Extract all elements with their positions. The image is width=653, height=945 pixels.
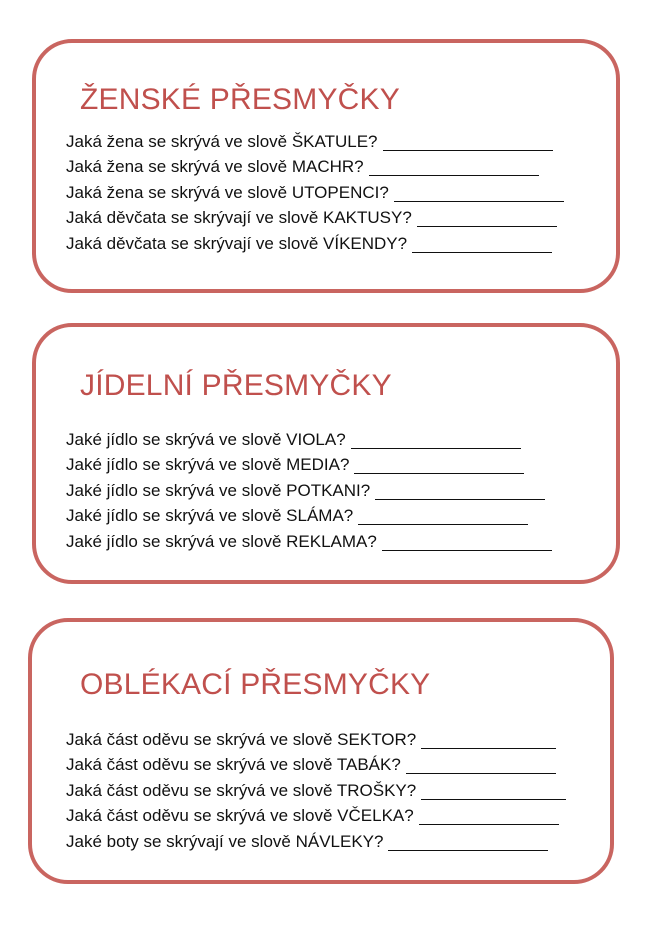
question-row: [66, 177, 564, 203]
answer-blank[interactable]: [375, 481, 545, 500]
answer-blank[interactable]: [421, 730, 556, 749]
question-row: [66, 724, 566, 750]
question-text: Jaká děvčata se skrývají ve slově VÍKENDY?: [66, 233, 408, 253]
answer-blank[interactable]: [394, 183, 564, 202]
question-row: [66, 424, 552, 450]
question-row: [66, 775, 566, 801]
question-text: Jaké jídlo se skrývá ve slově POTKANI?: [66, 480, 371, 500]
question-row: [66, 526, 552, 552]
question-row: [66, 750, 566, 776]
puzzle-card-women: [32, 39, 620, 293]
answer-blank[interactable]: [406, 755, 556, 774]
section-title: ŽENSKÉ PŘESMYČKY: [80, 83, 400, 116]
question-text: Jaké jídlo se skrývá ve slově MEDIA?: [66, 455, 350, 474]
question-row: [66, 801, 566, 827]
question-text: Jaká část oděvu se skrývá ve slově VČELKA?: [66, 806, 414, 825]
question-list: [66, 126, 564, 254]
answer-blank[interactable]: [358, 506, 528, 525]
answer-blank[interactable]: [383, 132, 553, 151]
question-row: [66, 475, 552, 501]
question-row: [66, 826, 566, 852]
question-row: [66, 203, 564, 229]
puzzle-card-food: [32, 323, 620, 584]
question-text: Jaké jídlo se skrývá ve slově SLÁMA?: [66, 506, 354, 525]
question-text: Jaká část oděvu se skrývá ve slově SEKTOR?: [66, 729, 417, 749]
question-row: [66, 501, 552, 527]
question-text: Jaké jídlo se skrývá ve slově REKLAMA?: [66, 531, 377, 551]
question-row: [66, 228, 564, 254]
question-text: Jaké jídlo se skrývá ve slově VIOLA?: [66, 429, 346, 449]
answer-blank[interactable]: [419, 806, 559, 825]
question-list: [66, 424, 552, 552]
question-text: Jaká část oděvu se skrývá ve slově TABÁK?: [66, 755, 401, 774]
question-text: Jaká žena se skrývá ve slově ŠKATULE?: [66, 131, 378, 151]
puzzle-card-clothing: [28, 618, 614, 884]
question-row: [66, 152, 564, 178]
answer-blank[interactable]: [382, 532, 552, 551]
question-row: [66, 450, 552, 476]
answer-blank[interactable]: [369, 157, 539, 176]
section-title: JÍDELNÍ PŘESMYČKY: [80, 369, 392, 402]
question-text: Jaká žena se skrývá ve slově UTOPENCI?: [66, 182, 389, 202]
section-title: OBLÉKACÍ PŘESMYČKY: [80, 668, 431, 701]
question-text: Jaké boty se skrývají ve slově NÁVLEKY?: [66, 831, 384, 851]
question-text: Jaká děvčata se skrývají ve slově KAKTUSY?: [66, 208, 412, 227]
answer-blank[interactable]: [412, 234, 552, 253]
question-text: Jaká část oděvu se skrývá ve slově TROŠKY?: [66, 780, 417, 800]
answer-blank[interactable]: [388, 832, 548, 851]
answer-blank[interactable]: [354, 455, 524, 474]
question-list: [66, 724, 566, 852]
answer-blank[interactable]: [421, 781, 566, 800]
answer-blank[interactable]: [417, 208, 557, 227]
answer-blank[interactable]: [351, 430, 521, 449]
question-row: [66, 126, 564, 152]
question-text: Jaká žena se skrývá ve slově MACHR?: [66, 157, 364, 176]
